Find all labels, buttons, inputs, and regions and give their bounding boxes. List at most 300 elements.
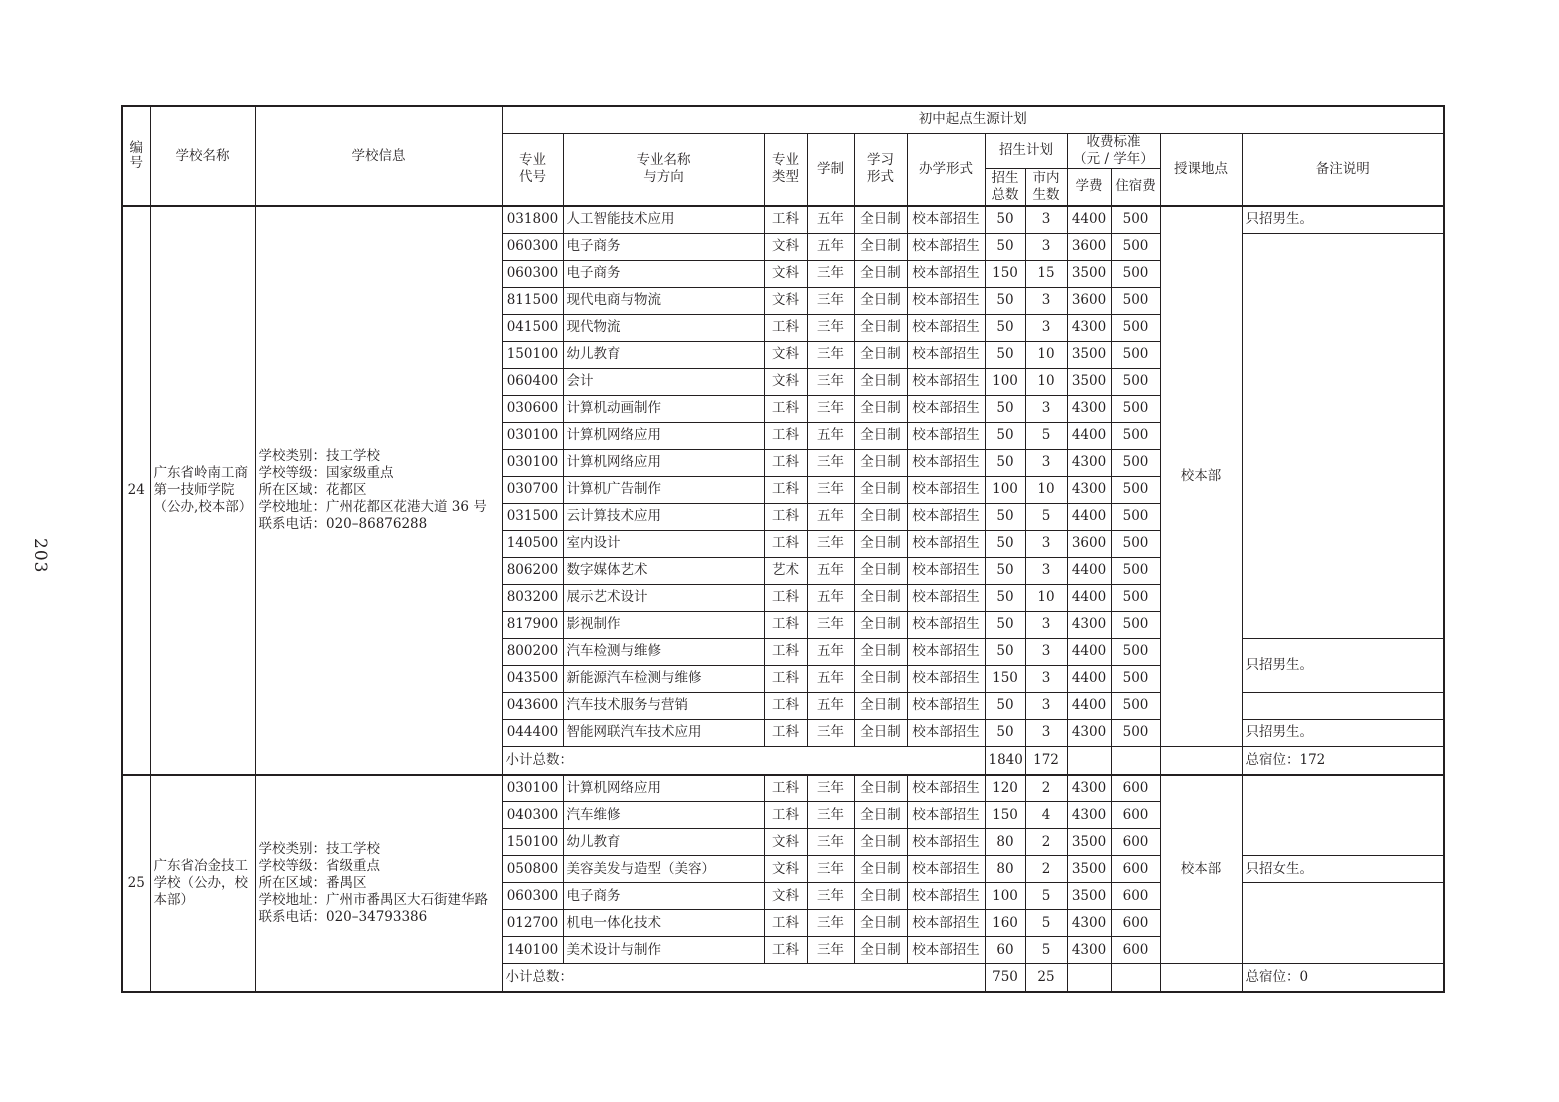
dorm-fee: 500 — [1111, 665, 1160, 692]
study-form: 全日制 — [854, 910, 907, 937]
major-name: 机电一体化技术 — [563, 910, 764, 937]
major-code: 040300 — [502, 802, 563, 829]
major-name: 现代电商与物流 — [563, 287, 764, 314]
dorm-fee: 600 — [1111, 910, 1160, 937]
major-name: 数字媒体艺术 — [563, 557, 764, 584]
major-type: 文科 — [764, 883, 807, 910]
enroll-city: 10 — [1025, 476, 1067, 503]
study-form: 全日制 — [854, 856, 907, 883]
major-type: 工科 — [764, 206, 807, 233]
dorm-fee: 500 — [1111, 530, 1160, 557]
study-form: 全日制 — [854, 775, 907, 802]
enroll-total: 50 — [985, 719, 1025, 746]
duration: 三年 — [807, 395, 854, 422]
major-type: 工科 — [764, 449, 807, 476]
remark-cell: 只招男生。 — [1242, 719, 1444, 746]
study-form: 全日制 — [854, 638, 907, 665]
duration: 三年 — [807, 829, 854, 856]
school-info: 学校类别：技工学校 学校等级：省级重点 所在区域：番禺区 学校地址：广州市番禺区大石街建华路 联系电话：020–34793386 — [255, 775, 502, 993]
run-form: 校本部招生 — [907, 856, 985, 883]
study-form: 全日制 — [854, 287, 907, 314]
enroll-city: 3 — [1025, 206, 1067, 233]
school-info: 学校类别：技工学校 学校等级：国家级重点 所在区域：花都区 学校地址：广州花都区花港大道 36 号 联系电话：020–86876288 — [255, 206, 502, 775]
tuition: 3500 — [1067, 856, 1111, 883]
major-name: 电子商务 — [563, 260, 764, 287]
tuition: 3600 — [1067, 287, 1111, 314]
enroll-city: 10 — [1025, 368, 1067, 395]
duration: 三年 — [807, 611, 854, 638]
subtotal-city: 172 — [1025, 746, 1067, 775]
major-name: 展示艺术设计 — [563, 584, 764, 611]
major-name: 幼儿教育 — [563, 341, 764, 368]
teaching-location: 校本部 — [1160, 206, 1242, 746]
header-fee-standard: 收费标准 （元 / 学年） — [1067, 133, 1160, 168]
school-block — [122, 206, 1444, 775]
major-name: 幼儿教育 — [563, 829, 764, 856]
enrollment-plan-table — [121, 105, 1445, 993]
dorm-fee: 500 — [1111, 476, 1160, 503]
major-type: 工科 — [764, 719, 807, 746]
duration: 三年 — [807, 314, 854, 341]
header-school-info: 学校信息 — [255, 106, 502, 206]
major-name: 汽车维修 — [563, 802, 764, 829]
enroll-total: 50 — [985, 584, 1025, 611]
duration: 三年 — [807, 775, 854, 802]
run-form: 校本部招生 — [907, 775, 985, 802]
major-code: 811500 — [502, 287, 563, 314]
school-name: 广东省岭南工商第一技师学院（公办,校本部） — [150, 206, 255, 775]
major-type: 工科 — [764, 775, 807, 802]
header-school-name: 学校名称 — [150, 106, 255, 206]
subtotal-total: 1840 — [985, 746, 1025, 775]
major-code: 803200 — [502, 584, 563, 611]
major-type: 工科 — [764, 476, 807, 503]
dorm-fee: 500 — [1111, 692, 1160, 719]
study-form: 全日制 — [854, 611, 907, 638]
major-type: 艺术 — [764, 557, 807, 584]
major-code: 031800 — [502, 206, 563, 233]
enroll-total: 50 — [985, 611, 1025, 638]
major-code: 817900 — [502, 611, 563, 638]
enroll-city: 5 — [1025, 937, 1067, 964]
dorm-fee: 600 — [1111, 775, 1160, 802]
run-form: 校本部招生 — [907, 287, 985, 314]
major-code: 150100 — [502, 829, 563, 856]
table-header — [122, 106, 1444, 206]
subtotal-dorm-empty — [1111, 964, 1160, 993]
run-form: 校本部招生 — [907, 233, 985, 260]
study-form: 全日制 — [854, 368, 907, 395]
tuition: 3600 — [1067, 233, 1111, 260]
enroll-total: 50 — [985, 287, 1025, 314]
duration: 五年 — [807, 503, 854, 530]
dorm-fee: 500 — [1111, 314, 1160, 341]
study-form: 全日制 — [854, 314, 907, 341]
major-type: 工科 — [764, 611, 807, 638]
enroll-city: 3 — [1025, 638, 1067, 665]
duration: 三年 — [807, 910, 854, 937]
study-form: 全日制 — [854, 530, 907, 557]
major-type: 文科 — [764, 287, 807, 314]
run-form: 校本部招生 — [907, 530, 985, 557]
study-form: 全日制 — [854, 883, 907, 910]
tuition: 4300 — [1067, 395, 1111, 422]
run-form: 校本部招生 — [907, 829, 985, 856]
enroll-city: 3 — [1025, 314, 1067, 341]
run-form: 校本部招生 — [907, 260, 985, 287]
study-form: 全日制 — [854, 584, 907, 611]
enroll-total: 50 — [985, 341, 1025, 368]
enroll-total: 100 — [985, 476, 1025, 503]
enroll-total: 150 — [985, 665, 1025, 692]
duration: 五年 — [807, 584, 854, 611]
tuition: 4300 — [1067, 910, 1111, 937]
subtotal-remark: 总宿位：0 — [1242, 964, 1444, 993]
tuition: 4300 — [1067, 937, 1111, 964]
major-code: 030600 — [502, 395, 563, 422]
dorm-fee: 500 — [1111, 449, 1160, 476]
subtotal-location-empty — [1160, 746, 1242, 775]
major-code: 140100 — [502, 937, 563, 964]
tuition: 4300 — [1067, 476, 1111, 503]
enroll-city: 5 — [1025, 503, 1067, 530]
major-name: 电子商务 — [563, 883, 764, 910]
school-index: 24 — [122, 206, 150, 775]
dorm-fee: 500 — [1111, 260, 1160, 287]
enroll-total: 150 — [985, 802, 1025, 829]
dorm-fee: 500 — [1111, 395, 1160, 422]
enroll-total: 50 — [985, 503, 1025, 530]
duration: 三年 — [807, 341, 854, 368]
header-major: 专业名称 与方向 — [563, 133, 764, 206]
enroll-total: 60 — [985, 937, 1025, 964]
dorm-fee: 600 — [1111, 883, 1160, 910]
enroll-city: 3 — [1025, 611, 1067, 638]
major-code: 060400 — [502, 368, 563, 395]
major-name: 汽车技术服务与营销 — [563, 692, 764, 719]
subtotal-label: 小计总数： — [502, 964, 985, 993]
enroll-city: 2 — [1025, 829, 1067, 856]
enroll-total: 50 — [985, 530, 1025, 557]
major-name: 会计 — [563, 368, 764, 395]
major-type: 工科 — [764, 692, 807, 719]
header-plan-group: 初中起点生源计划 — [502, 106, 1444, 133]
remark-cell — [1242, 775, 1444, 856]
run-form: 校本部招生 — [907, 802, 985, 829]
enroll-city: 10 — [1025, 584, 1067, 611]
enroll-city: 3 — [1025, 719, 1067, 746]
major-type: 工科 — [764, 937, 807, 964]
major-code: 031500 — [502, 503, 563, 530]
duration: 三年 — [807, 368, 854, 395]
tuition: 4400 — [1067, 638, 1111, 665]
duration: 五年 — [807, 206, 854, 233]
duration: 三年 — [807, 719, 854, 746]
tuition: 4300 — [1067, 449, 1111, 476]
major-type: 工科 — [764, 665, 807, 692]
enroll-city: 5 — [1025, 910, 1067, 937]
run-form: 校本部招生 — [907, 341, 985, 368]
header-tuition: 学费 — [1067, 168, 1111, 206]
dorm-fee: 500 — [1111, 368, 1160, 395]
dorm-fee: 500 — [1111, 341, 1160, 368]
major-code: 030100 — [502, 449, 563, 476]
header-run-form: 办学形式 — [907, 133, 985, 206]
major-name: 美术设计与制作 — [563, 937, 764, 964]
duration: 三年 — [807, 937, 854, 964]
enroll-city: 2 — [1025, 856, 1067, 883]
run-form: 校本部招生 — [907, 692, 985, 719]
enroll-city: 10 — [1025, 341, 1067, 368]
major-name: 电子商务 — [563, 233, 764, 260]
enroll-city: 3 — [1025, 557, 1067, 584]
duration: 三年 — [807, 530, 854, 557]
duration: 三年 — [807, 287, 854, 314]
major-type: 工科 — [764, 638, 807, 665]
school-name: 广东省冶金技工学校（公办，校本部） — [150, 775, 255, 993]
dorm-fee: 500 — [1111, 503, 1160, 530]
study-form: 全日制 — [854, 422, 907, 449]
major-type: 文科 — [764, 341, 807, 368]
dorm-fee: 500 — [1111, 422, 1160, 449]
dorm-fee: 600 — [1111, 829, 1160, 856]
tuition: 3500 — [1067, 829, 1111, 856]
header-enroll-city: 市内 生数 — [1025, 168, 1067, 206]
dorm-fee: 600 — [1111, 802, 1160, 829]
teaching-location: 校本部 — [1160, 775, 1242, 964]
dorm-fee: 500 — [1111, 611, 1160, 638]
enroll-city: 3 — [1025, 665, 1067, 692]
tuition: 4300 — [1067, 802, 1111, 829]
dorm-fee: 500 — [1111, 719, 1160, 746]
major-name: 新能源汽车检测与维修 — [563, 665, 764, 692]
header-location: 授课地点 — [1160, 133, 1242, 206]
enroll-city: 3 — [1025, 287, 1067, 314]
major-type: 工科 — [764, 314, 807, 341]
major-name: 智能网联汽车技术应用 — [563, 719, 764, 746]
duration: 五年 — [807, 638, 854, 665]
tuition: 4400 — [1067, 665, 1111, 692]
run-form: 校本部招生 — [907, 368, 985, 395]
header-enroll-plan: 招生计划 — [985, 133, 1067, 168]
dorm-fee: 500 — [1111, 638, 1160, 665]
header-study-form: 学习 形式 — [854, 133, 907, 206]
tuition: 3500 — [1067, 883, 1111, 910]
study-form: 全日制 — [854, 341, 907, 368]
subtotal-remark: 总宿位：172 — [1242, 746, 1444, 775]
tuition: 4300 — [1067, 719, 1111, 746]
study-form: 全日制 — [854, 692, 907, 719]
enroll-city: 4 — [1025, 802, 1067, 829]
page-number: 203 — [30, 538, 50, 574]
major-code: 030100 — [502, 422, 563, 449]
major-name: 人工智能技术应用 — [563, 206, 764, 233]
run-form: 校本部招生 — [907, 422, 985, 449]
enroll-total: 50 — [985, 638, 1025, 665]
major-type: 文科 — [764, 829, 807, 856]
header-duration: 学制 — [807, 133, 854, 206]
study-form: 全日制 — [854, 829, 907, 856]
run-form: 校本部招生 — [907, 719, 985, 746]
subtotal-location-empty — [1160, 964, 1242, 993]
duration: 五年 — [807, 665, 854, 692]
table-row — [122, 206, 1444, 233]
remark-cell — [1242, 233, 1444, 638]
major-type: 工科 — [764, 802, 807, 829]
major-name: 计算机网络应用 — [563, 775, 764, 802]
enroll-total: 50 — [985, 449, 1025, 476]
enroll-total: 80 — [985, 829, 1025, 856]
enroll-city: 5 — [1025, 883, 1067, 910]
duration: 三年 — [807, 883, 854, 910]
remark-cell: 只招男生。 — [1242, 638, 1444, 692]
enroll-city: 3 — [1025, 530, 1067, 557]
school-block — [122, 775, 1444, 993]
enroll-city: 3 — [1025, 395, 1067, 422]
run-form: 校本部招生 — [907, 883, 985, 910]
major-name: 影视制作 — [563, 611, 764, 638]
study-form: 全日制 — [854, 260, 907, 287]
subtotal-total: 750 — [985, 964, 1025, 993]
study-form: 全日制 — [854, 719, 907, 746]
dorm-fee: 500 — [1111, 206, 1160, 233]
tuition: 4300 — [1067, 314, 1111, 341]
tuition: 3600 — [1067, 530, 1111, 557]
tuition: 4400 — [1067, 692, 1111, 719]
major-type: 文科 — [764, 233, 807, 260]
duration: 五年 — [807, 557, 854, 584]
run-form: 校本部招生 — [907, 449, 985, 476]
study-form: 全日制 — [854, 233, 907, 260]
study-form: 全日制 — [854, 395, 907, 422]
remark-cell — [1242, 692, 1444, 719]
run-form: 校本部招生 — [907, 638, 985, 665]
study-form: 全日制 — [854, 937, 907, 964]
school-index: 25 — [122, 775, 150, 993]
major-name: 美容美发与造型（美容） — [563, 856, 764, 883]
table-row — [122, 775, 1444, 802]
study-form: 全日制 — [854, 665, 907, 692]
enroll-total: 100 — [985, 368, 1025, 395]
major-code: 030100 — [502, 775, 563, 802]
major-name: 计算机动画制作 — [563, 395, 764, 422]
study-form: 全日制 — [854, 802, 907, 829]
duration: 五年 — [807, 233, 854, 260]
major-code: 806200 — [502, 557, 563, 584]
tuition: 4400 — [1067, 503, 1111, 530]
enroll-total: 50 — [985, 206, 1025, 233]
duration: 三年 — [807, 476, 854, 503]
duration: 五年 — [807, 692, 854, 719]
study-form: 全日制 — [854, 449, 907, 476]
run-form: 校本部招生 — [907, 476, 985, 503]
major-code: 150100 — [502, 341, 563, 368]
run-form: 校本部招生 — [907, 206, 985, 233]
run-form: 校本部招生 — [907, 937, 985, 964]
enroll-city: 15 — [1025, 260, 1067, 287]
subtotal-city: 25 — [1025, 964, 1067, 993]
run-form: 校本部招生 — [907, 557, 985, 584]
enroll-city: 2 — [1025, 775, 1067, 802]
enroll-total: 50 — [985, 692, 1025, 719]
enroll-total: 80 — [985, 856, 1025, 883]
duration: 三年 — [807, 260, 854, 287]
dorm-fee: 600 — [1111, 856, 1160, 883]
major-name: 云计算技术应用 — [563, 503, 764, 530]
subtotal-label: 小计总数： — [502, 746, 985, 775]
tuition: 4400 — [1067, 422, 1111, 449]
remark-cell — [1242, 883, 1444, 964]
enroll-city: 3 — [1025, 692, 1067, 719]
major-code: 050800 — [502, 856, 563, 883]
tuition: 3500 — [1067, 260, 1111, 287]
tuition: 4400 — [1067, 584, 1111, 611]
major-type: 文科 — [764, 368, 807, 395]
tuition: 4400 — [1067, 557, 1111, 584]
run-form: 校本部招生 — [907, 314, 985, 341]
major-name: 室内设计 — [563, 530, 764, 557]
major-code: 043500 — [502, 665, 563, 692]
major-code: 060300 — [502, 260, 563, 287]
run-form: 校本部招生 — [907, 910, 985, 937]
run-form: 校本部招生 — [907, 611, 985, 638]
duration: 三年 — [807, 802, 854, 829]
major-code: 043600 — [502, 692, 563, 719]
major-code: 044400 — [502, 719, 563, 746]
major-type: 文科 — [764, 856, 807, 883]
header-dorm: 住宿费 — [1111, 168, 1160, 206]
duration: 三年 — [807, 856, 854, 883]
dorm-fee: 500 — [1111, 233, 1160, 260]
enroll-city: 3 — [1025, 449, 1067, 476]
major-code: 012700 — [502, 910, 563, 937]
remark-cell: 只招男生。 — [1242, 206, 1444, 233]
major-code: 041500 — [502, 314, 563, 341]
major-type: 工科 — [764, 395, 807, 422]
enroll-total: 50 — [985, 557, 1025, 584]
header-code: 专业 代号 — [502, 133, 563, 206]
duration: 五年 — [807, 422, 854, 449]
study-form: 全日制 — [854, 206, 907, 233]
tuition: 4400 — [1067, 206, 1111, 233]
tuition: 3500 — [1067, 368, 1111, 395]
enroll-city: 5 — [1025, 422, 1067, 449]
major-code: 140500 — [502, 530, 563, 557]
duration: 三年 — [807, 449, 854, 476]
enroll-city: 3 — [1025, 233, 1067, 260]
dorm-fee: 500 — [1111, 557, 1160, 584]
header-enroll-total: 招生 总数 — [985, 168, 1025, 206]
dorm-fee: 500 — [1111, 287, 1160, 314]
major-type: 工科 — [764, 503, 807, 530]
enroll-total: 50 — [985, 395, 1025, 422]
major-name: 计算机网络应用 — [563, 422, 764, 449]
tuition: 4300 — [1067, 775, 1111, 802]
study-form: 全日制 — [854, 476, 907, 503]
major-name: 汽车检测与维修 — [563, 638, 764, 665]
remark-cell: 只招女生。 — [1242, 856, 1444, 883]
subtotal-tuition-empty — [1067, 746, 1111, 775]
header-remark: 备注说明 — [1242, 133, 1444, 206]
run-form: 校本部招生 — [907, 584, 985, 611]
study-form: 全日制 — [854, 557, 907, 584]
dorm-fee: 600 — [1111, 937, 1160, 964]
enroll-total: 120 — [985, 775, 1025, 802]
header-index: 编号 — [122, 106, 150, 206]
major-type: 工科 — [764, 910, 807, 937]
study-form: 全日制 — [854, 503, 907, 530]
run-form: 校本部招生 — [907, 395, 985, 422]
